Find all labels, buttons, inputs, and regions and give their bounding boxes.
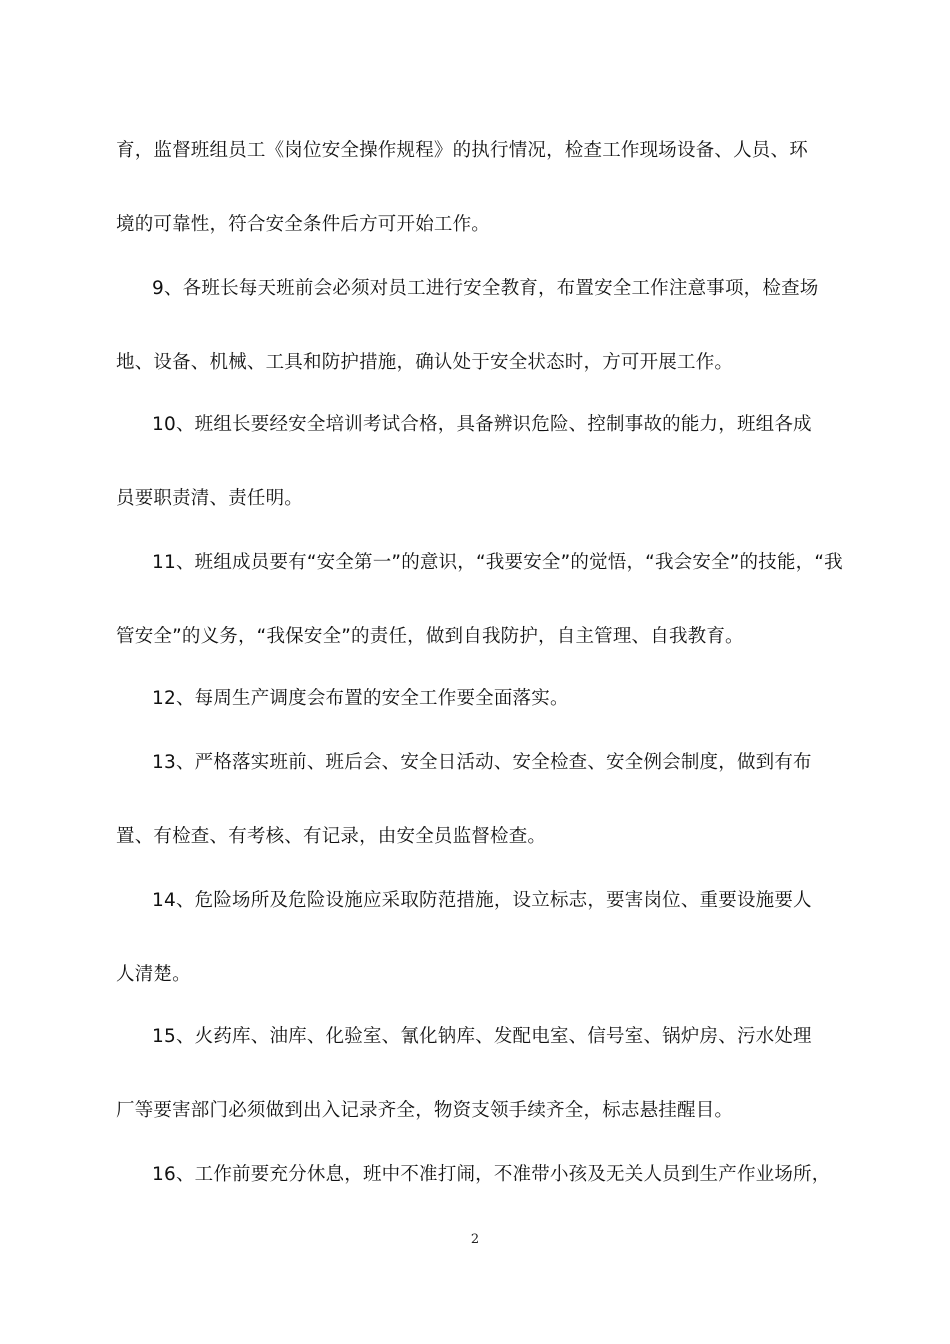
item-15-line-2: 厂等要害部门必须做到出入记录齐全，物资支领手续齐全，标志悬挂醒目。 — [116, 1100, 734, 1121]
text-line-1: 育，监督班组员工《岗位安全操作规程》的执行情况，检查工作现场设备、人员、环 — [116, 140, 808, 161]
page-number: 2 — [470, 1232, 480, 1247]
item-13-line-2: 置、有检查、有考核、有记录，由安全员监督检查。 — [116, 826, 547, 847]
item-10-line-2: 员要职责清、责任明。 — [116, 488, 304, 509]
item-14-line-1: 14、危险场所及危险设施应采取防范措施，设立标志，要害岗位、重要设施要人 — [152, 890, 812, 911]
item-16-line-1: 16、工作前要充分休息，班中不准打闹，不准带小孩及无关人员到生产作业场所， — [152, 1164, 831, 1185]
text-line-2: 境的可靠性，符合安全条件后方可开始工作。 — [116, 214, 491, 235]
item-9-line-1: 9、各班长每天班前会必须对员工进行安全教育，布置安全工作注意事项，检查场 — [152, 278, 819, 299]
item-11-line-2: 管安全”的义务，“我保安全”的责任，做到自我防护，自主管理、自我教育。 — [116, 626, 744, 647]
item-9-line-2: 地、设备、机械、工具和防护措施，确认处于安全状态时，方可开展工作。 — [116, 352, 734, 373]
item-14-line-2: 人清楚。 — [116, 964, 191, 985]
item-13-line-1: 13、严格落实班前、班后会、安全日活动、安全检查、安全例会制度，做到有布 — [152, 752, 812, 773]
item-10-line-1: 10、班组长要经安全培训考试合格，具备辨识危险、控制事故的能力，班组各成 — [152, 414, 812, 435]
item-15-line-1: 15、火药库、油库、化验室、氰化钠库、发配电室、信号室、锅炉房、污水处理 — [152, 1026, 812, 1047]
item-11-line-1: 11、班组成员要有“安全第一”的意识，“我要安全”的觉悟，“我会安全”的技能，“我 — [152, 552, 843, 573]
item-12-line-1: 12、每周生产调度会布置的安全工作要全面落实。 — [152, 688, 569, 709]
